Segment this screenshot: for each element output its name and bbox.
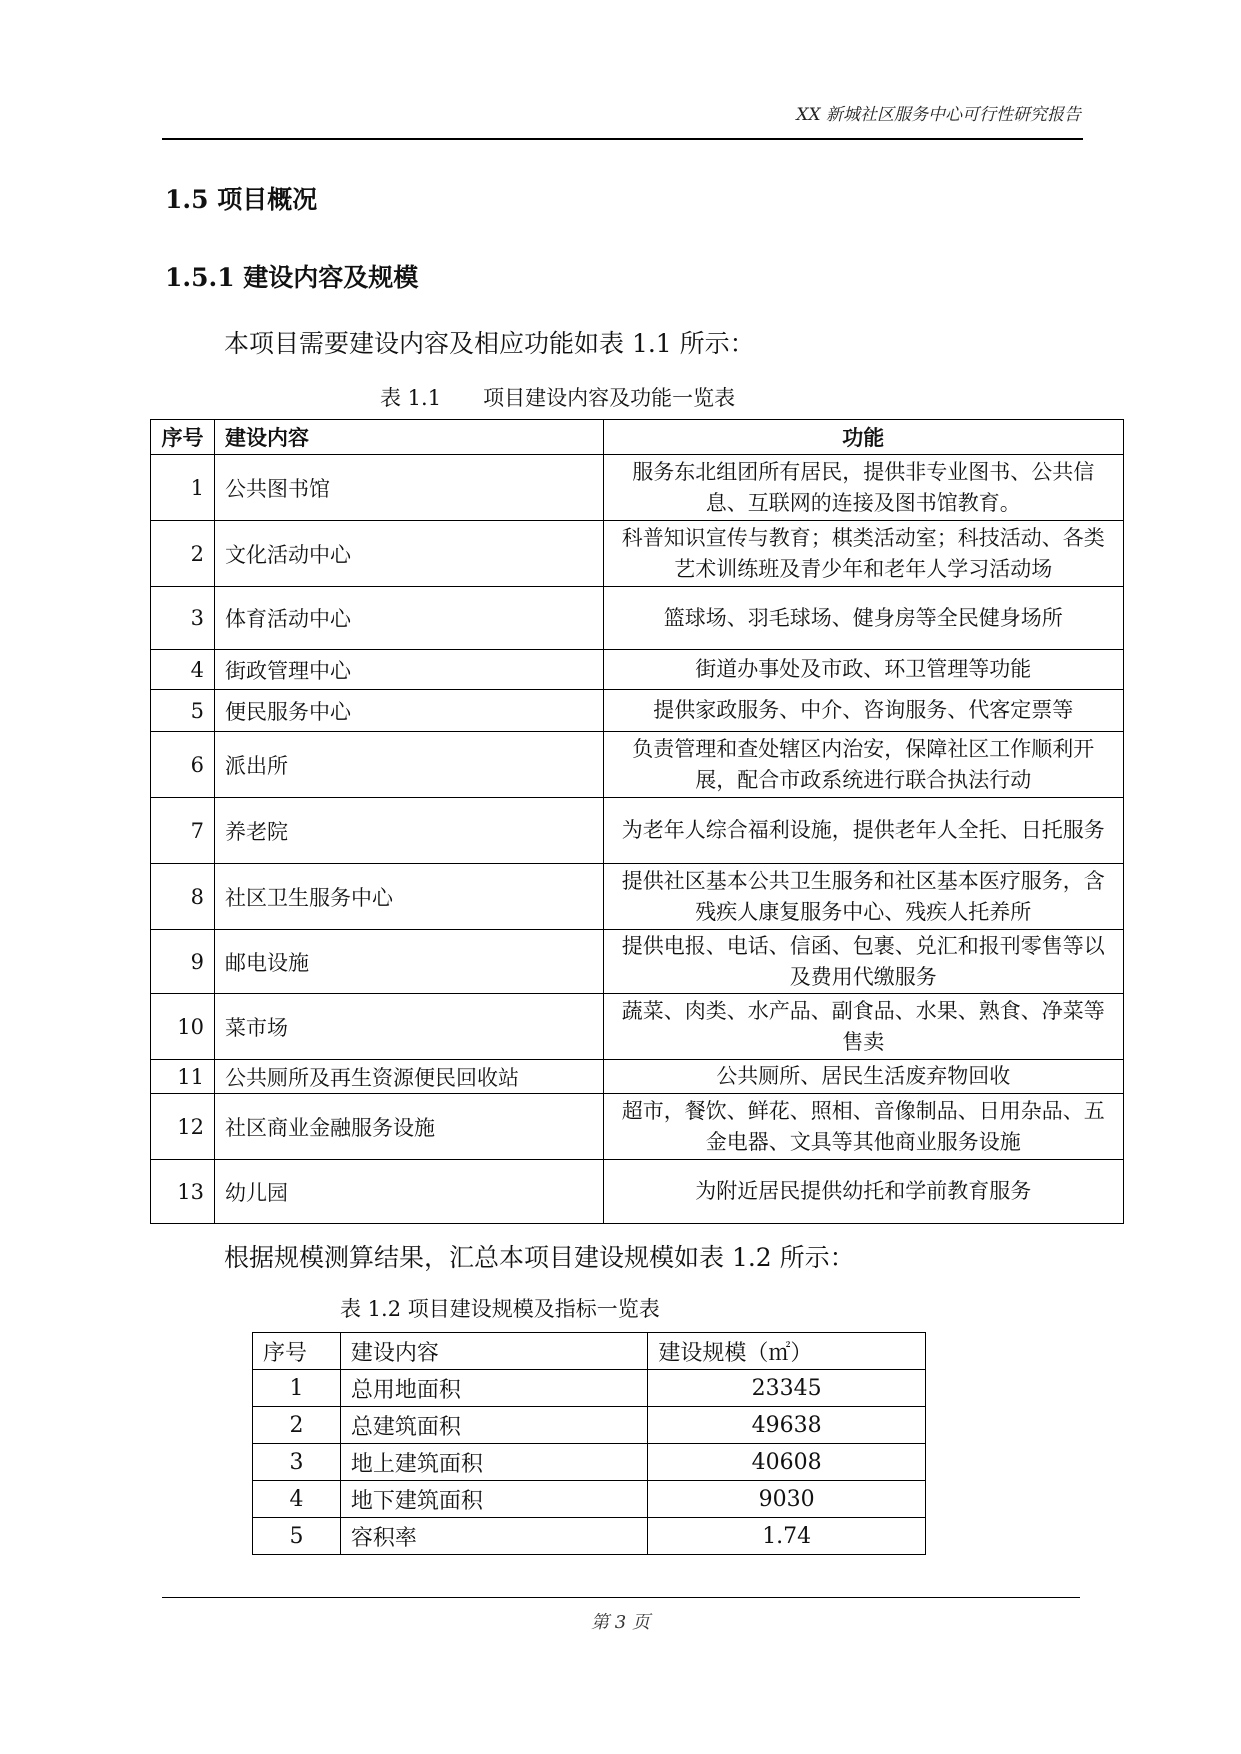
table-row	[151, 1060, 1124, 1094]
header-rule	[162, 138, 1083, 140]
col-header-function: 功能	[603, 420, 1123, 455]
col-header-scale: 建设规模（㎡）	[648, 1333, 926, 1370]
row-value: 23345	[648, 1370, 926, 1407]
col-header-content: 建设内容	[340, 1333, 647, 1370]
table-row	[151, 1160, 1124, 1224]
row-function: 为老年人综合福利设施，提供老年人全托、日托服务	[603, 798, 1123, 864]
row-content: 容积率	[340, 1518, 647, 1555]
table-row	[253, 1407, 926, 1444]
row-function: 街道办事处及市政、环卫管理等功能	[603, 650, 1123, 690]
page-number: 第 3 页	[591, 1612, 650, 1633]
row-function: 超市，餐饮、鲜花、照相、音像制品、日用杂品、五金电器、文具等其他商业服务设施	[603, 1094, 1123, 1160]
row-content: 地下建筑面积	[340, 1481, 647, 1518]
table-row	[151, 732, 1124, 798]
row-function: 提供社区基本公共卫生服务和社区基本医疗服务，含残疾人康复服务中心、残疾人托养所	[603, 864, 1123, 930]
row-function: 负责管理和查处辖区内治安，保障社区工作顺利开展，配合市政系统进行联合执法行动	[603, 732, 1123, 798]
row-function: 篮球场、羽毛球场、健身房等全民健身场所	[603, 587, 1123, 650]
row-content: 菜市场	[214, 994, 603, 1060]
table-row	[151, 994, 1124, 1060]
row-content: 公共图书馆	[214, 455, 603, 521]
row-no: 8	[151, 864, 215, 930]
row-no: 6	[151, 732, 215, 798]
table-row	[253, 1518, 926, 1555]
row-value: 49638	[648, 1407, 926, 1444]
row-content: 总建筑面积	[340, 1407, 647, 1444]
row-no: 13	[151, 1160, 215, 1224]
table-row	[151, 521, 1124, 587]
row-function: 为附近居民提供幼托和学前教育服务	[603, 1160, 1123, 1224]
row-content: 邮电设施	[214, 930, 603, 994]
row-function: 科普知识宣传与教育；棋类活动室；科技活动、各类艺术训练班及青少年和老年人学习活动场	[603, 521, 1123, 587]
row-no: 10	[151, 994, 215, 1060]
table-row	[151, 587, 1124, 650]
construction-content-table	[150, 419, 1124, 1224]
row-content: 总用地面积	[340, 1370, 647, 1407]
row-no: 5	[151, 690, 215, 732]
table-row	[253, 1370, 926, 1407]
table-row	[151, 455, 1124, 521]
row-function: 公共厕所、居民生活废弃物回收	[603, 1060, 1123, 1094]
row-function: 蔬菜、肉类、水产品、副食品、水果、熟食、净菜等售卖	[603, 994, 1123, 1060]
row-no: 11	[151, 1060, 215, 1094]
row-no: 7	[151, 798, 215, 864]
footer-rule	[162, 1597, 1080, 1598]
row-content: 社区卫生服务中心	[214, 864, 603, 930]
table-row	[151, 650, 1124, 690]
table-row	[151, 798, 1124, 864]
row-content: 幼儿园	[214, 1160, 603, 1224]
col-header-no: 序号	[151, 420, 215, 455]
table2-caption: 表 1.2 项目建设规模及指标一览表	[340, 1297, 660, 1321]
row-function: 提供电报、电话、信函、包裹、兑汇和报刊零售等以及费用代缴服务	[603, 930, 1123, 994]
row-content: 公共厕所及再生资源便民回收站	[214, 1060, 603, 1094]
intro-paragraph-1: 本项目需要建设内容及相应功能如表 1.1 所示：	[224, 329, 755, 358]
row-no: 3	[151, 587, 215, 650]
table-row	[151, 1094, 1124, 1160]
row-content: 便民服务中心	[214, 690, 603, 732]
row-value: 1.74	[648, 1518, 926, 1555]
row-content: 地上建筑面积	[340, 1444, 647, 1481]
row-content: 社区商业金融服务设施	[214, 1094, 603, 1160]
table-header-row	[253, 1333, 926, 1370]
row-no: 1	[151, 455, 215, 521]
header-title: XX 新城社区服务中心可行性研究报告	[796, 105, 1081, 125]
row-no: 2	[253, 1407, 341, 1444]
row-no: 3	[253, 1444, 341, 1481]
row-content: 派出所	[214, 732, 603, 798]
row-no: 5	[253, 1518, 341, 1555]
col-header-no: 序号	[253, 1333, 341, 1370]
table-row	[253, 1481, 926, 1518]
table-row	[253, 1444, 926, 1481]
table-row	[151, 930, 1124, 994]
table-header-row	[151, 420, 1124, 455]
row-no: 2	[151, 521, 215, 587]
row-function: 提供家政服务、中介、咨询服务、代客定票等	[603, 690, 1123, 732]
row-no: 1	[253, 1370, 341, 1407]
row-content: 文化活动中心	[214, 521, 603, 587]
row-content: 街政管理中心	[214, 650, 603, 690]
row-function: 服务东北组团所有居民，提供非专业图书、公共信息、互联网的连接及图书馆教育。	[603, 455, 1123, 521]
table-row	[151, 690, 1124, 732]
row-value: 40608	[648, 1444, 926, 1481]
table-row	[151, 864, 1124, 930]
col-header-content: 建设内容	[214, 420, 603, 455]
row-content: 体育活动中心	[214, 587, 603, 650]
row-no: 4	[151, 650, 215, 690]
row-no: 12	[151, 1094, 215, 1160]
row-no: 4	[253, 1481, 341, 1518]
row-no: 9	[151, 930, 215, 994]
intro-paragraph-2: 根据规模测算结果，汇总本项目建设规模如表 1.2 所示：	[224, 1243, 855, 1272]
row-content: 养老院	[214, 798, 603, 864]
row-value: 9030	[648, 1481, 926, 1518]
subsection-heading: 1.5.1 建设内容及规模	[165, 263, 419, 292]
section-heading: 1.5 项目概况	[165, 185, 318, 214]
table1-caption: 表 1.1 项目建设内容及功能一览表	[380, 386, 736, 410]
construction-scale-table	[252, 1332, 926, 1555]
